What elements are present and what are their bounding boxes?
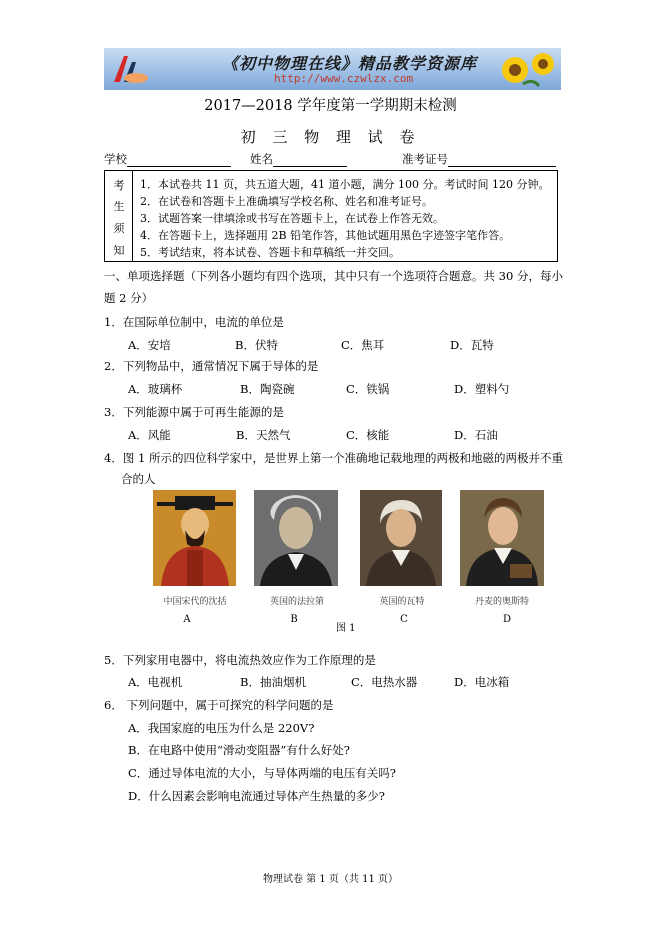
exam-subtitle: 初 三 物 理 试 卷	[240, 128, 421, 146]
banner-title: 《初中物理在线》精品教学资源库	[222, 54, 478, 73]
question-stem: 6． 下列问题中，属于可探究的科学问题的是	[104, 698, 334, 712]
school-label: 学校	[104, 152, 127, 166]
exam-instructions-box	[104, 170, 558, 262]
section-heading: 一、单项选择题（下列各小题均有四个选项，其中只有一个选项符合题意。共 30 分，每小	[104, 269, 563, 283]
instructions-label-char: 生	[113, 200, 125, 213]
instructions-label-char: 须	[113, 222, 125, 235]
option-d: D．塑料勺	[454, 382, 510, 396]
option-a: A．风能	[128, 428, 171, 442]
instruction-item: 1．本试卷共 11 页，共五道大题，41 道小题，满分 100 分。考试时间 120 分钟。	[140, 178, 550, 191]
id-field	[402, 151, 556, 167]
exam-title: 2017—2018 学年度第一学期期末检测	[204, 98, 457, 114]
id-blank	[448, 154, 556, 167]
figure-caption: 英国的瓦特	[379, 597, 425, 607]
name-field	[250, 151, 347, 167]
instruction-item: 3．试题答案一律填涂或书写在答题卡上，在试卷上作答无效。	[140, 212, 444, 225]
option-b: B．抽油烟机	[240, 675, 306, 689]
section-heading-cont: 题 2 分）	[104, 291, 154, 305]
portrait-faraday	[254, 490, 338, 586]
option-c: C．核能	[346, 428, 390, 442]
logo-icon	[110, 52, 150, 86]
question-stem: 1．在国际单位制中，电流的单位是	[104, 315, 284, 329]
instruction-item: 5．考试结束，将本试卷、答题卡和草稿纸一并交回。	[140, 246, 400, 259]
instructions-label-char: 考	[113, 179, 125, 192]
figure-label: 图 1	[336, 623, 356, 634]
portrait-oersted	[460, 490, 544, 586]
instruction-item: 4．在答题卡上，选择题用 2B 铅笔作答，其他试题用黑色字迹签字笔作答。	[140, 229, 511, 242]
option-c: C．铁锅	[346, 382, 390, 396]
question-stem-cont: 合的人	[121, 472, 156, 486]
option-c: C．通过导体电流的大小，与导体两端的电压有关吗?	[128, 766, 396, 780]
figure-caption: 丹麦的奥斯特	[474, 597, 529, 607]
option-b: B．天然气	[236, 428, 291, 442]
figure-letter: C	[400, 614, 408, 625]
figure-caption: 英国的法拉第	[269, 597, 324, 607]
option-b: B．在电路中使用“滑动变阻器”有什么好处?	[128, 743, 350, 757]
instructions-label-char: 知	[113, 244, 125, 257]
option-a: A．玻璃杯	[128, 382, 183, 396]
question-stem: 4．图 1 所示的四位科学家中，是世界上第一个准确地记载地理的两极和地磁的两极并不重	[104, 451, 563, 465]
name-blank	[273, 154, 347, 167]
school-field	[104, 151, 231, 167]
option-d: D．什么因素会影响电流通过导体产生热量的多少?	[128, 789, 385, 803]
option-c: C．电热水器	[351, 675, 418, 689]
option-d: D．瓦特	[450, 338, 494, 352]
option-d: D．石油	[454, 428, 498, 442]
option-b: B．伏特	[235, 338, 278, 352]
instructions-label	[105, 171, 133, 261]
page-footer: 物理试卷 第 1 页（共 11 页）	[263, 874, 398, 885]
sunflower-icon	[493, 50, 557, 88]
id-label: 准考证号	[402, 152, 448, 166]
option-a: A．安培	[128, 338, 171, 352]
school-blank	[127, 154, 231, 167]
banner-url[interactable]: http://www.czwlzx.com	[274, 72, 414, 85]
portrait-watt	[360, 490, 442, 586]
question-stem: 2．下列物品中，通常情况下属于导体的是	[104, 359, 319, 373]
question-stem: 3．下列能源中属于可再生能源的是	[104, 405, 284, 419]
figure-letter: B	[290, 614, 298, 625]
portrait-shen-kuo	[153, 490, 236, 586]
question-stem: 5．下列家用电器中，将电流热效应作为工作原理的是	[104, 653, 376, 667]
instruction-item: 2．在试卷和答题卡上准确填写学校名称、姓名和准考证号。	[140, 195, 433, 208]
figure-letter: A	[183, 614, 191, 625]
option-d: D．电冰箱	[454, 675, 510, 689]
figure-letter: D	[502, 614, 512, 625]
option-a: A．电视机	[128, 675, 183, 689]
name-label: 姓名	[250, 152, 273, 166]
header-banner	[104, 48, 561, 90]
option-b: B．陶瓷碗	[240, 382, 295, 396]
option-a: A．我国家庭的电压为什么是 220V?	[128, 721, 315, 735]
figure-caption: 中国宋代的沈括	[163, 597, 227, 607]
option-c: C．焦耳	[341, 338, 385, 352]
